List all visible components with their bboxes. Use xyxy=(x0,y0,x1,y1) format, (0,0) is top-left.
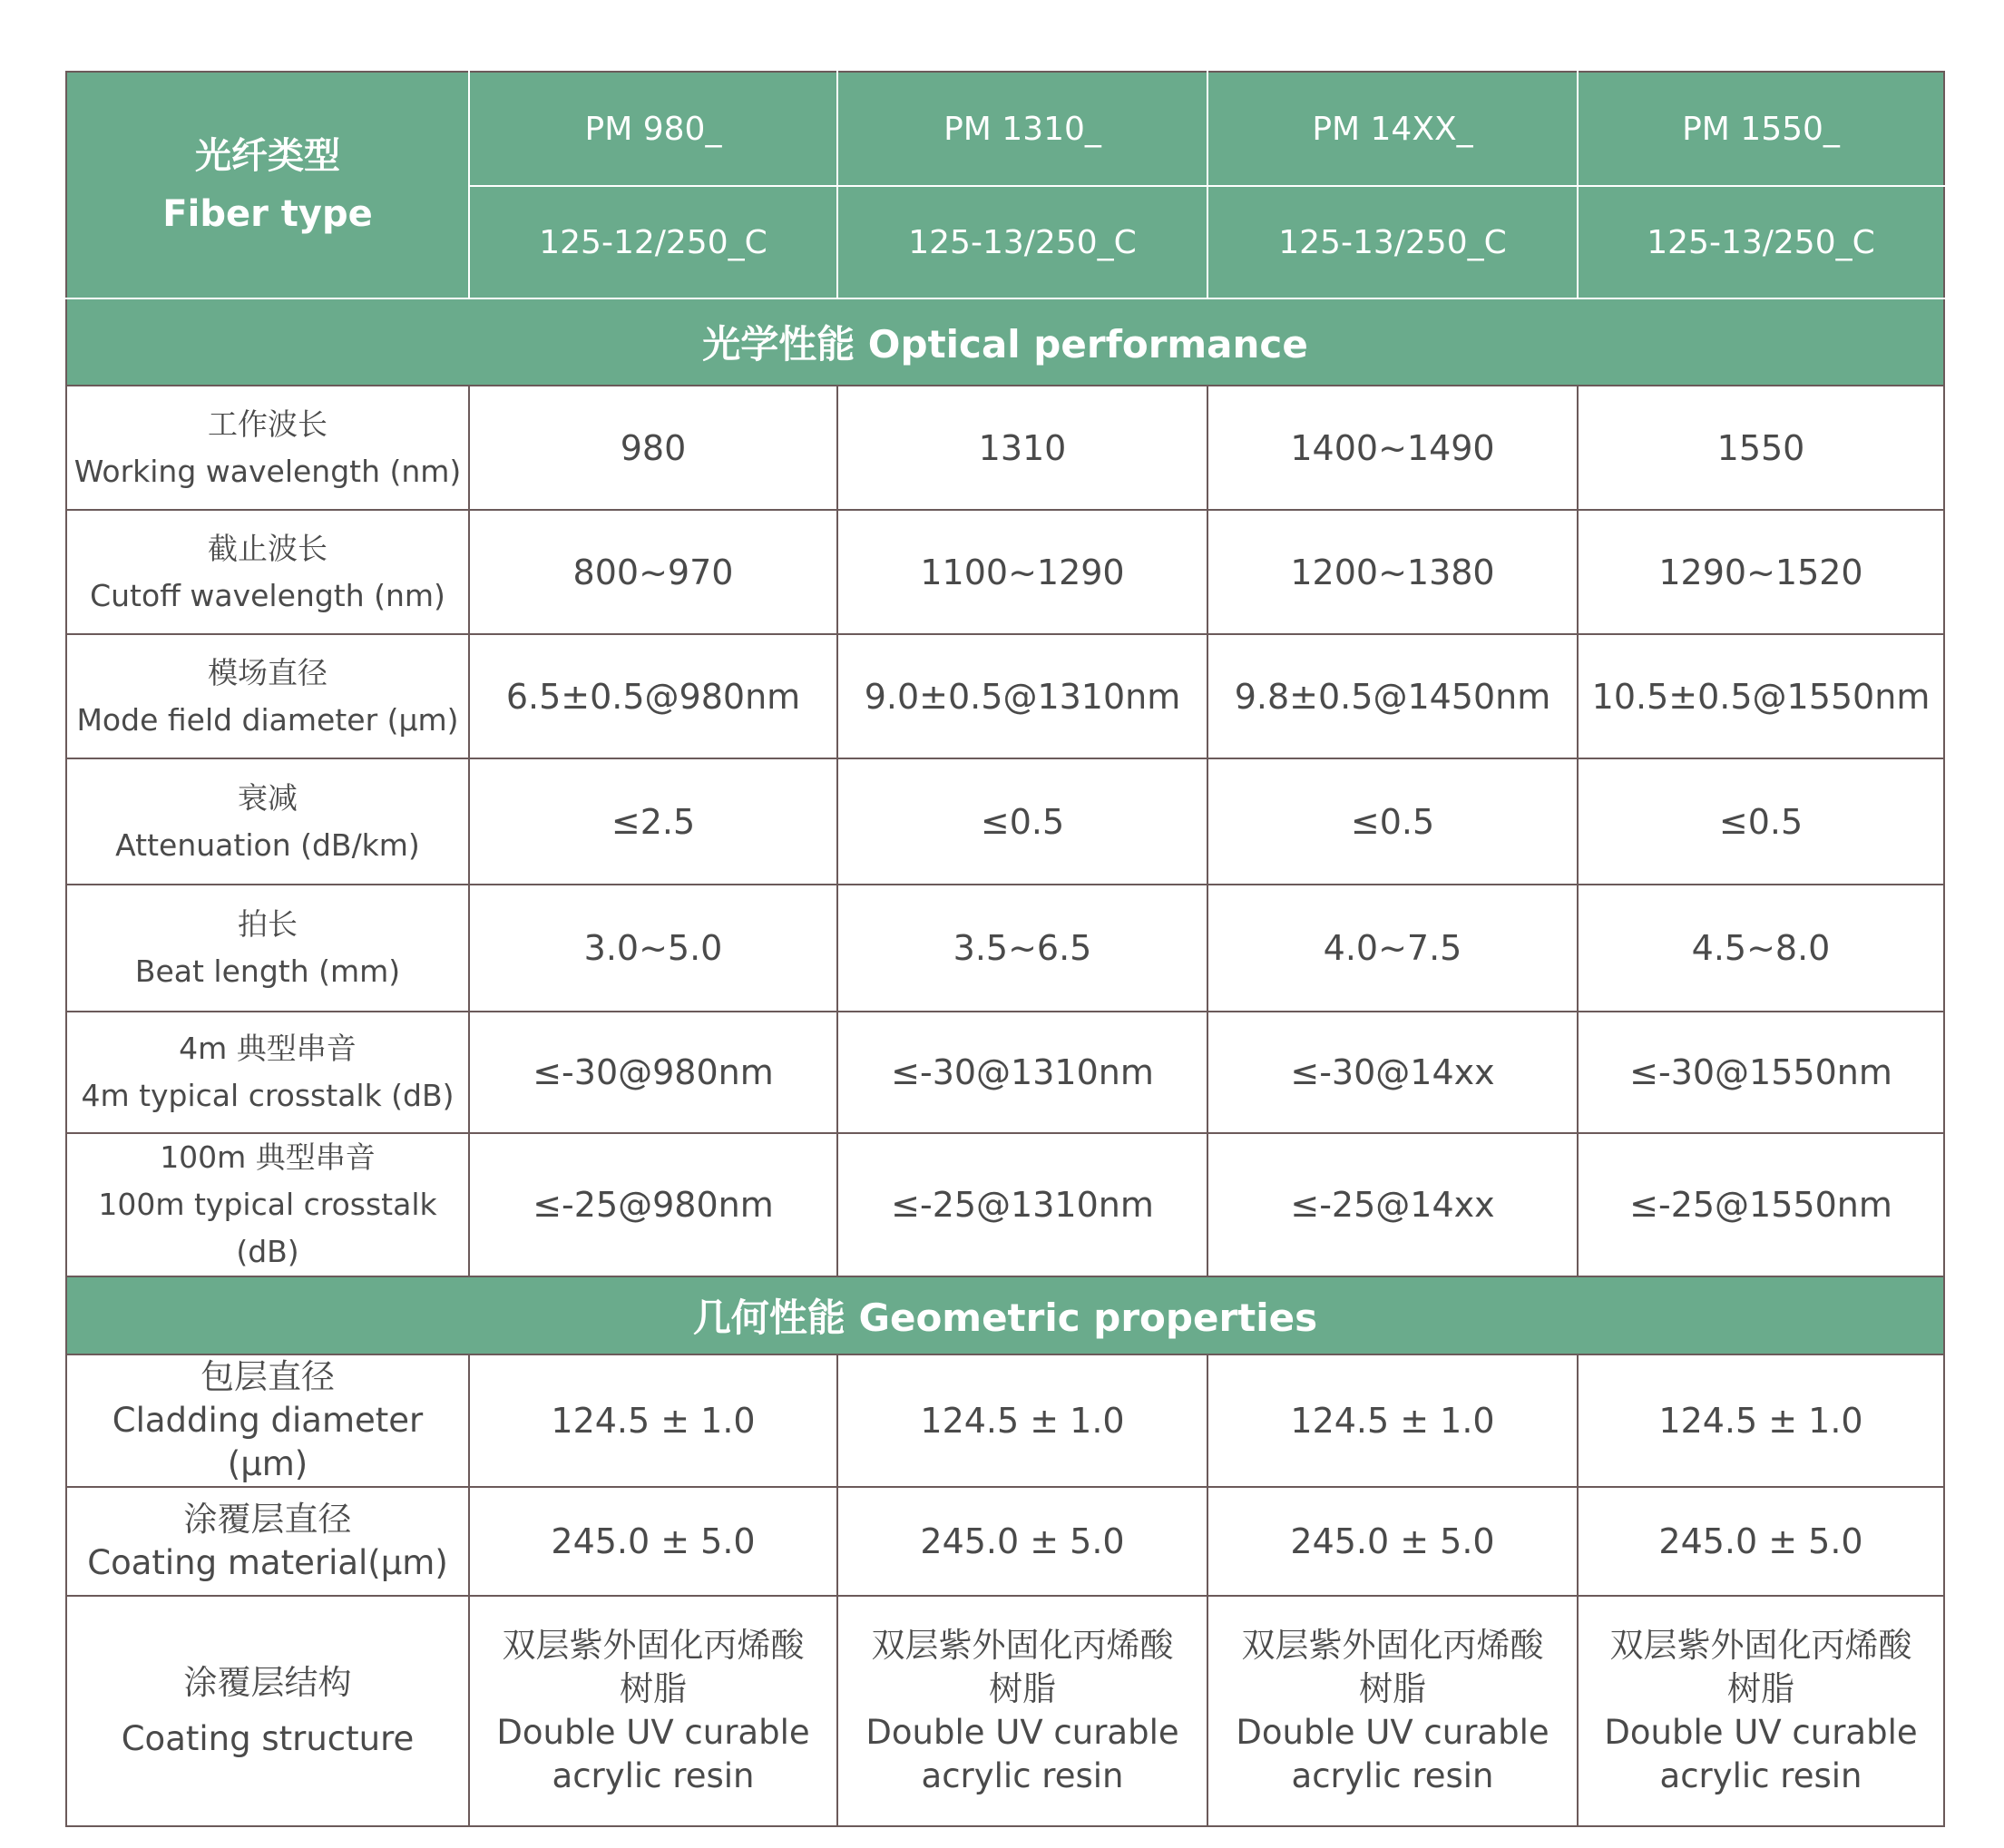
fiber-spec-table xyxy=(65,71,1945,1827)
value-cell: 4.5~8.0 xyxy=(1578,885,1944,1012)
table-row xyxy=(66,1487,1944,1596)
label-zh: 模场直径 xyxy=(208,654,327,690)
header-row-models xyxy=(66,72,1944,186)
label-en: Coating material(μm) xyxy=(87,1543,448,1582)
coating-en-line1: Double UV curable xyxy=(865,1713,1179,1752)
coating-en-line2: acrylic resin xyxy=(1659,1756,1862,1795)
label-en: 100m typical crosstalk (dB) xyxy=(98,1187,437,1269)
table-row xyxy=(66,758,1944,885)
fiber-type-header xyxy=(66,72,469,298)
value-cell: 6.5±0.5@980nm xyxy=(469,634,837,758)
label-en: Attenuation (dB/km) xyxy=(115,826,420,863)
value-cell: 1290~1520 xyxy=(1578,510,1944,634)
value-cell: ≤-25@980nm xyxy=(469,1133,837,1276)
value-cell: 3.5~6.5 xyxy=(837,885,1207,1012)
geometric-section-title: 几何性能 Geometric properties xyxy=(66,1276,1944,1354)
value-cell: 1100~1290 xyxy=(837,510,1207,634)
coating-structure-cell xyxy=(1207,1596,1578,1826)
value-cell: ≤-30@980nm xyxy=(469,1012,837,1133)
table-row xyxy=(66,386,1944,510)
model-name-pm980: PM 980_ xyxy=(469,72,837,186)
coating-structure-cell xyxy=(469,1596,837,1826)
coating-zh-line2: 树脂 xyxy=(989,1669,1056,1708)
coating-en-line2: acrylic resin xyxy=(552,1756,755,1795)
coating-zh-line1: 双层紫外固化丙烯酸 xyxy=(871,1626,1174,1665)
value-cell: 1400~1490 xyxy=(1207,386,1578,510)
table-row xyxy=(66,1596,1944,1826)
value-cell: 124.5 ± 1.0 xyxy=(1207,1354,1578,1487)
value-cell: 9.8±0.5@1450nm xyxy=(1207,634,1578,758)
value-cell: ≤-30@1310nm xyxy=(837,1012,1207,1133)
label-zh: 包层直径 xyxy=(200,1357,335,1396)
label-zh: 4m 典型串音 xyxy=(179,1031,357,1066)
value-cell: 124.5 ± 1.0 xyxy=(1578,1354,1944,1487)
label-en: Beat length (mm) xyxy=(134,953,401,989)
label-en: Working wavelength (nm) xyxy=(73,453,462,489)
row-label-cutoff-wavelength xyxy=(66,510,469,634)
value-cell: ≤-25@1550nm xyxy=(1578,1133,1944,1276)
value-cell: 245.0 ± 5.0 xyxy=(1207,1487,1578,1596)
model-spec-pm1550: 125-13/250_C xyxy=(1578,186,1944,298)
value-cell: 1550 xyxy=(1578,386,1944,510)
label-zh: 100m 典型串音 xyxy=(160,1139,376,1175)
table-row xyxy=(66,510,1944,634)
value-cell: 4.0~7.5 xyxy=(1207,885,1578,1012)
value-cell: ≤-25@1310nm xyxy=(837,1133,1207,1276)
value-cell: ≤-30@14xx xyxy=(1207,1012,1578,1133)
model-name-pm1550: PM 1550_ xyxy=(1578,72,1944,186)
geometric-section-row xyxy=(66,1276,1944,1354)
row-label-100m-crosstalk xyxy=(66,1133,469,1276)
coating-zh-line2: 树脂 xyxy=(620,1669,687,1708)
table-row xyxy=(66,885,1944,1012)
value-cell: 124.5 ± 1.0 xyxy=(469,1354,837,1487)
coating-en-line2: acrylic resin xyxy=(1291,1756,1494,1795)
coating-structure-cell xyxy=(837,1596,1207,1826)
row-label-attenuation xyxy=(66,758,469,885)
optical-section-row xyxy=(66,298,1944,386)
fiber-type-zh: 光纤类型 xyxy=(195,135,340,177)
model-spec-pm14xx: 125-13/250_C xyxy=(1207,186,1578,298)
label-en: Cladding diameter (μm) xyxy=(112,1401,424,1483)
row-label-beat-length xyxy=(66,885,469,1012)
label-zh: 截止波长 xyxy=(208,530,327,566)
coating-zh-line1: 双层紫外固化丙烯酸 xyxy=(1241,1626,1544,1665)
value-cell: 10.5±0.5@1550nm xyxy=(1578,634,1944,758)
table-row xyxy=(66,1354,1944,1487)
label-en: 4m typical crosstalk (dB) xyxy=(81,1078,455,1113)
fiber-type-en: Fiber type xyxy=(162,193,373,235)
value-cell: ≤0.5 xyxy=(837,758,1207,885)
row-label-cladding-diameter xyxy=(66,1354,469,1487)
value-cell: 124.5 ± 1.0 xyxy=(837,1354,1207,1487)
value-cell: 1200~1380 xyxy=(1207,510,1578,634)
value-cell: ≤0.5 xyxy=(1207,758,1578,885)
table-row xyxy=(66,634,1944,758)
value-cell: 245.0 ± 5.0 xyxy=(1578,1487,1944,1596)
coating-en-line2: acrylic resin xyxy=(921,1756,1124,1795)
value-cell: 3.0~5.0 xyxy=(469,885,837,1012)
table-row xyxy=(66,1012,1944,1133)
label-zh: 衰减 xyxy=(238,779,298,816)
coating-zh-line2: 树脂 xyxy=(1727,1669,1794,1708)
value-cell: 245.0 ± 5.0 xyxy=(837,1487,1207,1596)
label-zh: 涂覆层直径 xyxy=(183,1500,352,1539)
coating-en-line1: Double UV curable xyxy=(496,1713,810,1752)
value-cell: 800~970 xyxy=(469,510,837,634)
value-cell: ≤-25@14xx xyxy=(1207,1133,1578,1276)
label-zh: 工作波长 xyxy=(208,406,327,442)
value-cell: 245.0 ± 5.0 xyxy=(469,1487,837,1596)
value-cell: 9.0±0.5@1310nm xyxy=(837,634,1207,758)
value-cell: ≤0.5 xyxy=(1578,758,1944,885)
model-spec-pm1310: 125-13/250_C xyxy=(837,186,1207,298)
model-name-pm14xx: PM 14XX_ xyxy=(1207,72,1578,186)
value-cell: 1310 xyxy=(837,386,1207,510)
label-zh: 涂覆层结构 xyxy=(183,1663,352,1702)
label-en: Mode field diameter (μm) xyxy=(76,701,459,738)
fiber-spec-table-wrapper xyxy=(65,71,1943,1795)
coating-zh-line1: 双层紫外固化丙烯酸 xyxy=(1609,1626,1912,1665)
value-cell: ≤-30@1550nm xyxy=(1578,1012,1944,1133)
row-label-working-wavelength xyxy=(66,386,469,510)
label-zh: 拍长 xyxy=(238,906,298,942)
label-en: Coating structure xyxy=(121,1719,415,1758)
coating-en-line1: Double UV curable xyxy=(1604,1713,1918,1752)
label-en: Cutoff wavelength (nm) xyxy=(90,577,445,613)
model-name-pm1310: PM 1310_ xyxy=(837,72,1207,186)
coating-zh-line1: 双层紫外固化丙烯酸 xyxy=(502,1626,805,1665)
coating-structure-cell xyxy=(1578,1596,1944,1826)
value-cell: ≤2.5 xyxy=(469,758,837,885)
optical-section-title: 光学性能 Optical performance xyxy=(66,298,1944,386)
coating-en-line1: Double UV curable xyxy=(1236,1713,1549,1752)
row-label-mode-field-diameter xyxy=(66,634,469,758)
row-label-coating-diameter xyxy=(66,1487,469,1596)
row-label-coating-structure xyxy=(66,1596,469,1826)
table-row xyxy=(66,1133,1944,1276)
model-spec-pm980: 125-12/250_C xyxy=(469,186,837,298)
row-label-4m-crosstalk xyxy=(66,1012,469,1133)
coating-zh-line2: 树脂 xyxy=(1359,1669,1426,1708)
value-cell: 980 xyxy=(469,386,837,510)
